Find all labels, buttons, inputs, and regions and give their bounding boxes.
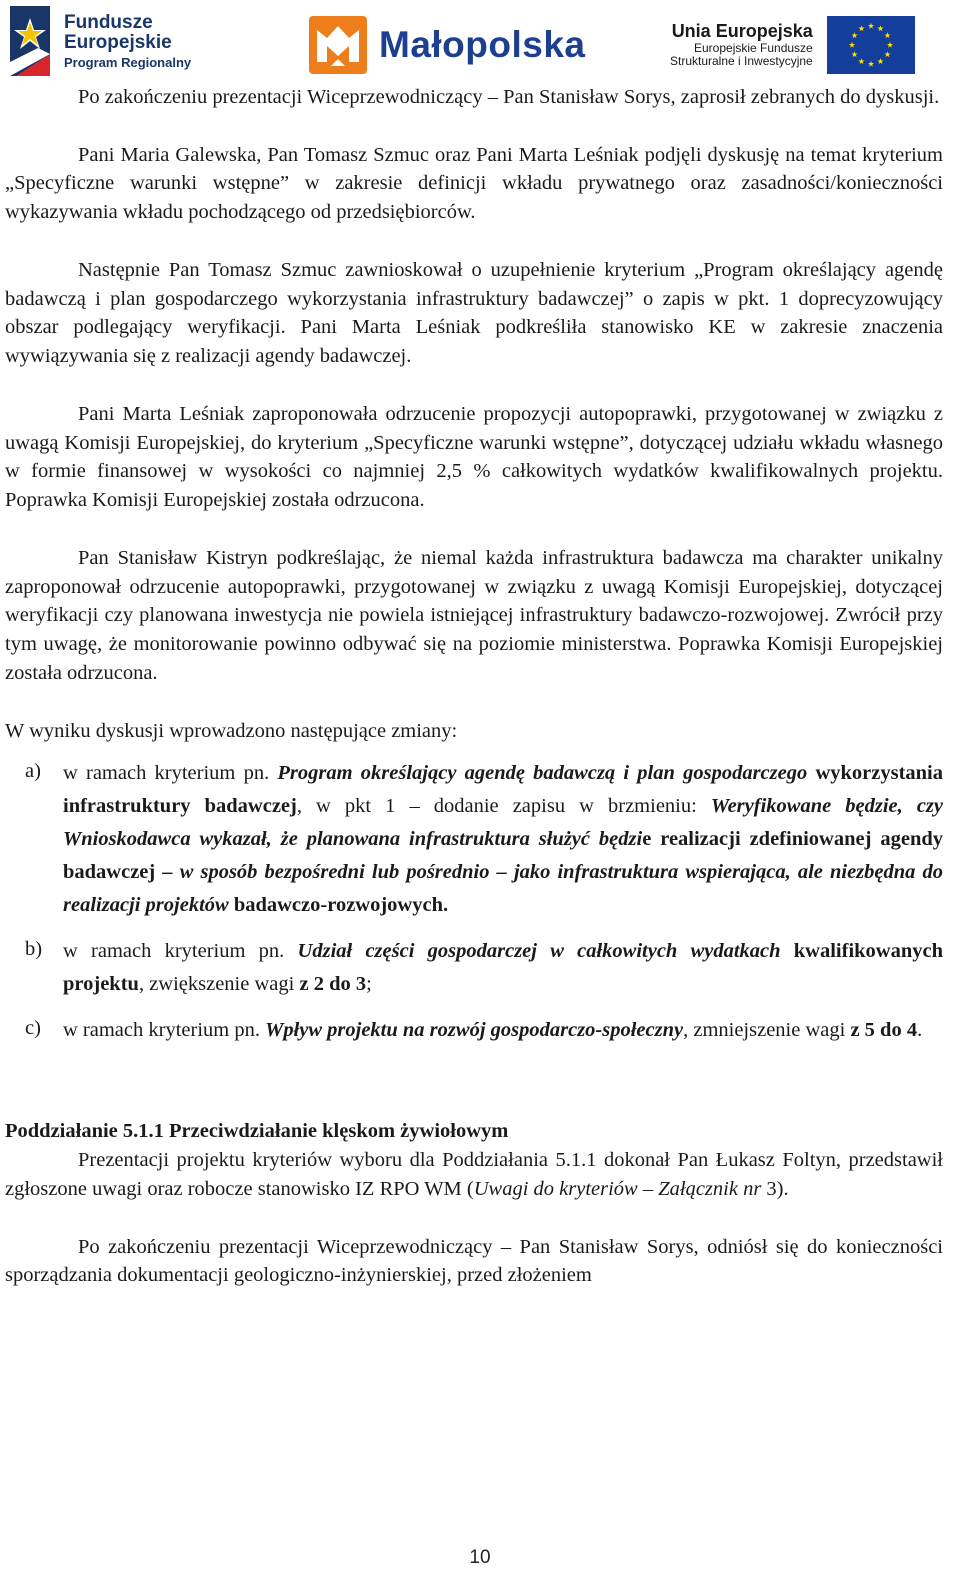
eu-flag-icon bbox=[827, 16, 915, 74]
paragraph-2: Pani Maria Galewska, Pan Tomasz Szmuc oraz Pani Marta Leśniak podjęli dyskusję na temat kryterium „Specyficzne warunki wstępne” w zakresie definicji wkładu prywatnego oraz zasadności/konieczności wykazywania wkładu pochodzącego od przedsiębiorców. bbox=[5, 143, 943, 224]
fundusze-europejskie-logo bbox=[10, 6, 191, 76]
ue-logo-line3: Strukturalne i Inwestycyjne bbox=[670, 53, 813, 68]
ue-logo-line1: Unia Europejska bbox=[671, 20, 813, 41]
paragraph-4: Pani Marta Leśniak zaproponowała odrzucenie propozycji autopoprawki, przygotowanej w związku z uwagą Komisji Europejskiej, do kryterium „Specyficzne warunki wstępne”, dotyczącej udziału wkładu własnego w formie finansowej w wysokości co najmniej 2,5 % całkowitych wydatków kwalifikowalnych projektu. Poprawka Komisji Europejskiej została odrzucona. bbox=[5, 402, 943, 512]
fe-logo-line1: Fundusze bbox=[64, 11, 153, 33]
malopolska-logo-text: Małopolska bbox=[379, 24, 586, 65]
paragraph-3: Następnie Pan Tomasz Szmuc zawnioskował o uzupełnienie kryterium „Program określający agendę badawczą i plan gospodarczego wykorzystania infrastruktury badawczej” o zapis w pkt. 1 doprecyzowujący obszar podlegający weryfikacji. Pani Marta Leśniak podkreśliła stanowisko KE w zakresie znaczenia wywiązywania się z realizacji agendy badawczej. bbox=[5, 258, 943, 368]
changes-list bbox=[5, 757, 943, 1047]
malopolska-mark-icon bbox=[309, 16, 367, 74]
list-item-text: w ramach kryterium pn. Udział części gospodarczej w całkowitych wydatkach kwalifikowanych projektu, zwiększenie wagi z 2 do 3; bbox=[63, 940, 943, 996]
list-item bbox=[5, 757, 943, 922]
list-item bbox=[5, 1014, 943, 1047]
section-heading: Poddziałanie 5.1.1 Przeciwdziałanie klęskom żywiołowym bbox=[5, 1120, 509, 1143]
fe-star-flag-icon bbox=[10, 6, 50, 76]
page-number: 10 bbox=[469, 1547, 491, 1568]
malopolska-logo bbox=[309, 16, 586, 74]
fe-logo-line2: Europejskie bbox=[64, 31, 172, 53]
list-marker: c) bbox=[25, 1017, 41, 1040]
paragraph-1: Po zakończeniu prezentacji Wiceprzewodniczący – Pan Stanisław Sorys, zaprosił zebranych do dyskusji. bbox=[78, 86, 940, 108]
unia-europejska-logo bbox=[670, 16, 915, 74]
page-header bbox=[0, 0, 960, 86]
paragraph-7: Prezentacji projektu kryteriów wyboru dla Poddziałania 5.1.1 dokonał Pan Łukasz Foltyn, przedstawił zgłoszone uwagi oraz robocze stanowisko IZ RPO WM (Uwagi do kryteriów – Załącznik nr 3). bbox=[5, 1149, 943, 1200]
fe-logo-line3: Program Regionalny bbox=[64, 54, 192, 70]
document-body bbox=[5, 83, 943, 1290]
list-marker: b) bbox=[25, 938, 43, 961]
list-marker: a) bbox=[25, 760, 41, 783]
list-item-text: w ramach kryterium pn. Program określający agendę badawczą i plan gospodarczego wykorzystania infrastruktury badawczej, w pkt 1 – dodanie zapisu w brzmieniu: Weryfikowane będzie, czy Wnioskodawca wykazał, że planowana infrastruktura służyć będzie realizacji zdefiniowanej agendy badawczej – w sposób bezpośredni lub pośrednio – jako infrastruktura wspierająca, ale niezbędna do realizacji projektów badawczo-rozwojowych. bbox=[63, 762, 944, 917]
list-item bbox=[5, 935, 943, 1001]
list-item-text: w ramach kryterium pn. Wpływ projektu na rozwój gospodarczo-społeczny, zmniejszenie wagi z 5 do 4. bbox=[63, 1019, 923, 1042]
ue-logo-line2: Europejskie Fundusze bbox=[694, 40, 813, 55]
paragraph-6: W wyniku dyskusji wprowadzono następujące zmiany: bbox=[5, 719, 458, 742]
paragraph-5: Pan Stanisław Kistryn podkreślając, że niemal każda infrastruktura badawcza ma charakter unikalny zaproponował odrzucenie autopoprawki, przygotowanej w związku z uwagą Komisji Europejskiej, dotyczącej weryfikacji czy planowana inwestycja nie powiela istniejącej infrastruktury badawczo-rozwojowej. Zwrócił przy tym uwagę, że monitorowanie powinno odbywać się na poziomie ministerstwa. Poprawka Komisji Europejskiej została odrzucona. bbox=[5, 546, 943, 684]
paragraph-8: Po zakończeniu prezentacji Wiceprzewodniczący – Pan Stanisław Sorys, odniósł się do konieczności sporządzania dokumentacji geologiczno-inżynierskiej, przed złożeniem bbox=[5, 1235, 943, 1287]
